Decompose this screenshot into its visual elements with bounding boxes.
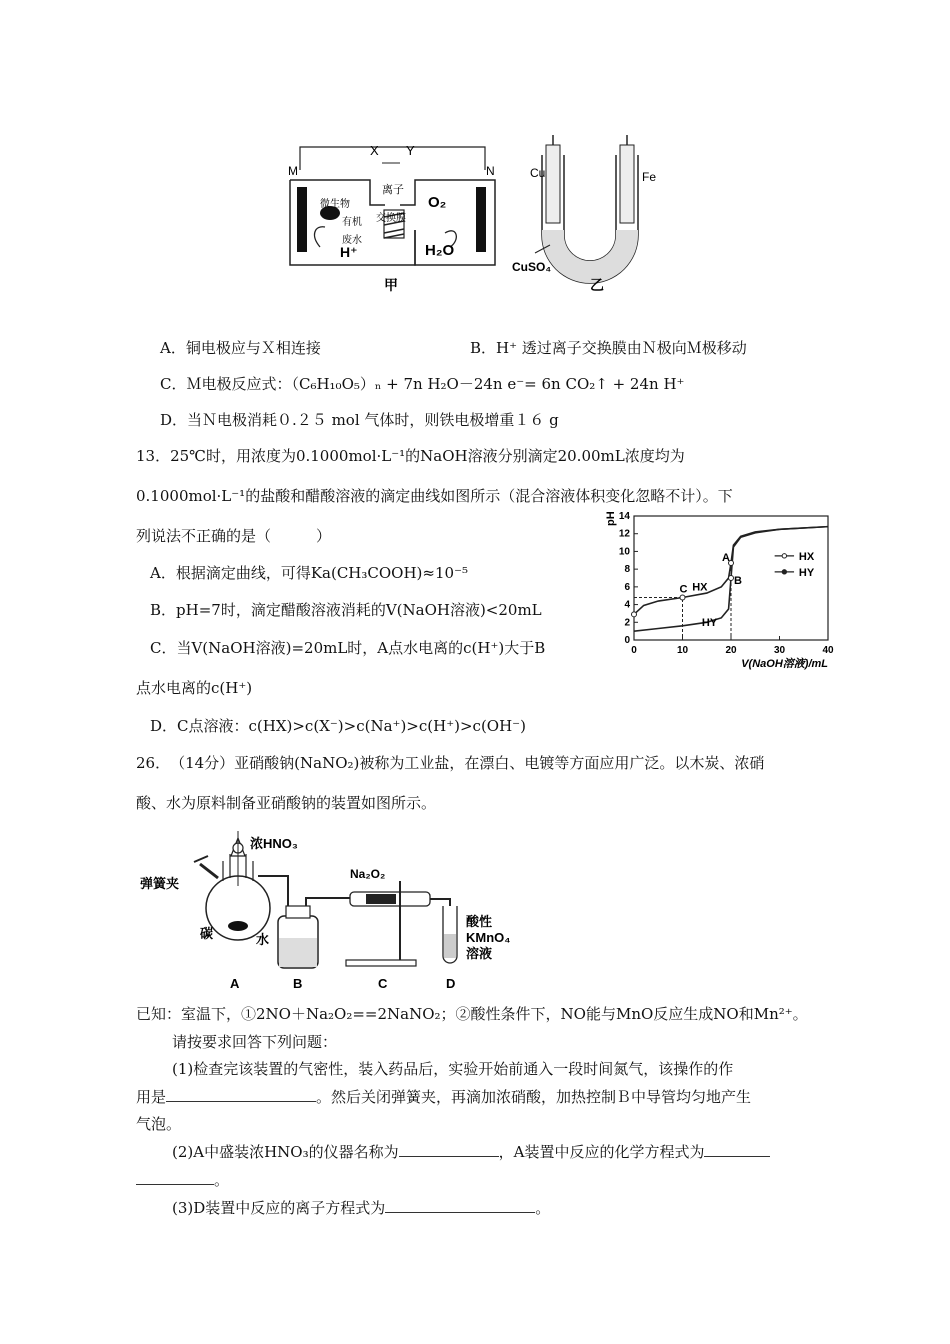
q26-part3-post: 。 [535,1199,551,1217]
label-na2o2: Na₂O₂ [350,867,386,881]
legend-marker-hx [782,554,786,558]
q26-part2-post: 。 [214,1171,230,1189]
label-X: X [370,143,379,158]
x-tick-label: 0 [631,645,637,656]
annotation-hy: HY [701,616,718,629]
q26-part1-line2 [136,1087,751,1107]
x-tick-label: 20 [725,645,737,656]
point-b [729,576,734,581]
legend-label-hx: HX [798,550,815,563]
label-clip: 弹簧夹 [140,876,180,891]
q26-stem-line1: 26． （14分）亚硝酸钠(NaNO₂)被称为工业盐，在漂白、电镀等方面应用广泛。以木炭、浓硝 [136,754,765,772]
q26-part3-pre: (3)D装置中反应的离子方程式为 [172,1199,386,1217]
annotation-hx: HX [692,581,708,594]
q26-known: 已知：室温下，①2NO＋Na₂O₂==2NaNO₂；②酸性条件下，NO能与MnO反应生成NO和Mn²⁺。 [136,1005,808,1023]
point-c [680,595,685,600]
q26-part1-pre: 用是 [136,1088,167,1106]
answer-blank-4[interactable] [385,1198,535,1213]
x-tick-label: 40 [822,645,834,656]
label-solution: 溶液 [466,946,493,961]
x-tick-label: 30 [773,645,786,656]
q12-option-d: D．当Ｎ电极消耗０.２５ mol 气体时，则铁电极增重１６ g [160,411,559,429]
label-a: A [230,976,240,991]
label-hno3: 浓HNO₃ [250,836,298,851]
answer-blank-3a[interactable] [704,1142,770,1157]
label-d: D [446,976,456,991]
y-tick-label: 4 [624,599,630,611]
answer-blank-1[interactable] [166,1087,316,1102]
label-water: 水 [256,932,270,947]
point-label-c: C [679,583,688,596]
q26-instruction: 请按要求回答下列问题： [172,1033,338,1051]
label-ion: 离子 [382,184,404,196]
q26-part3 [172,1198,550,1218]
label-Cu: Cu [530,166,546,180]
point-label-b: B [734,575,742,587]
y-tick-label: 8 [624,564,630,576]
q13-stem-line1: 13．25℃时，用浓度为0.1000mol·L⁻¹的NaOH溶液分别滴定20.00mL浓度均为 [136,447,685,465]
label-b: B [293,976,303,991]
q12-option-c: C．Ｍ电极反应式：（C₆H₁₀O₅）ₙ + 7n H₂O－24n e⁻= 6n CO₂↑ + 24n H⁺ [160,375,685,393]
caption-yi: 乙 [590,277,604,293]
q26-part2-mid: ，A装置中反应的化学方程式为 [498,1143,705,1161]
point-label-a: A [722,551,730,564]
label-carbon: 碳 [200,926,214,941]
legend-marker-hy [782,570,786,574]
q13-option-d: D．C点溶液：c(HX)>c(X⁻)>c(Na⁺)>c(H⁺)>c(OH⁻) [150,717,526,735]
q13-stem-line3: 列说法不正确的是（ ） [136,527,332,545]
y-tick-label: 6 [624,581,630,593]
label-exchange: 交换膜 [376,213,406,224]
label-c: C [378,976,388,991]
q13-option-a: A．根据滴定曲线，可得Ka(CH₃COOH)≈10⁻⁵ [150,564,468,582]
caption-jia: 甲 [384,277,398,293]
x-tick-label: 10 [676,645,689,656]
answer-blank-2[interactable] [399,1142,499,1157]
q26-part1-line3: 气泡。 [136,1115,182,1133]
q26-part2-pre: (2)A中盛装浓HNO₃的仪器名称为 [172,1143,399,1161]
label-H2O: H₂O [425,242,455,259]
label-N: N [486,164,495,178]
q13-stem-line2: 0.1000mol·L⁻¹的盐酸和醋酸溶液的滴定曲线如图所示（混合溶液体积变化忽略不计）。下 [136,487,733,505]
label-Fe: Fe [642,170,657,184]
answer-blank-3b[interactable] [136,1170,214,1185]
x-axis-label: V(NaOH溶液)/mL [741,658,828,670]
y-tick-label: 0 [624,635,630,646]
apparatus-figure [138,826,528,992]
electrochem-figure [280,135,670,295]
q26-part2-line1 [172,1142,770,1162]
label-CuSO4: CuSO₄ [512,260,552,274]
q13-option-c-line2: 点水电离的c(H⁺) [136,679,253,697]
y-axis-label: pH [605,511,617,526]
label-H: H⁺ [340,244,358,260]
q13-option-c-line1: C．当V(NaOH溶液)=20mL时，A点水电离的c(H⁺)大于B [150,639,546,657]
q26-stem-line2: 酸、水为原料制备亚硝酸钠的装置如图所示。 [136,794,437,812]
hx-start-point [632,612,637,617]
label-acid: 酸性 [466,914,493,929]
label-microbe: 微生物 [320,199,350,210]
y-tick-label: 10 [618,546,630,558]
legend-label-hy: HY [798,566,815,579]
y-tick-label: 14 [618,511,630,522]
label-organic: 有机 [342,217,362,228]
label-waste: 废水 [342,235,362,246]
titration-chart [600,508,840,676]
y-tick-label: 12 [618,528,630,540]
y-tick-label: 2 [624,617,630,629]
q26-part1-post: 。然后关闭弹簧夹，再滴加浓硝酸，加热控制Ｂ中导管均匀地产生 [316,1088,752,1106]
label-O2: O₂ [428,194,447,211]
q12-option-a: A．铜电极应与Ｘ相连接 [160,339,321,357]
label-Y: Y [406,143,415,158]
q13-option-b: B．pH=7时，滴定醋酸溶液消耗的V(NaOH溶液)<20mL [150,601,542,619]
q12-option-b: B．H⁺ 透过离子交换膜由Ｎ极向Ｍ极移动 [470,339,747,357]
q26-part2-line2 [136,1170,229,1190]
label-kmno4: KMnO₄ [466,930,511,945]
label-M: M [288,164,298,178]
q26-part1-line1: (1)检查完该装置的气密性，装入药品后，实验开始前通入一段时间氮气，该操作的作 [172,1060,734,1078]
